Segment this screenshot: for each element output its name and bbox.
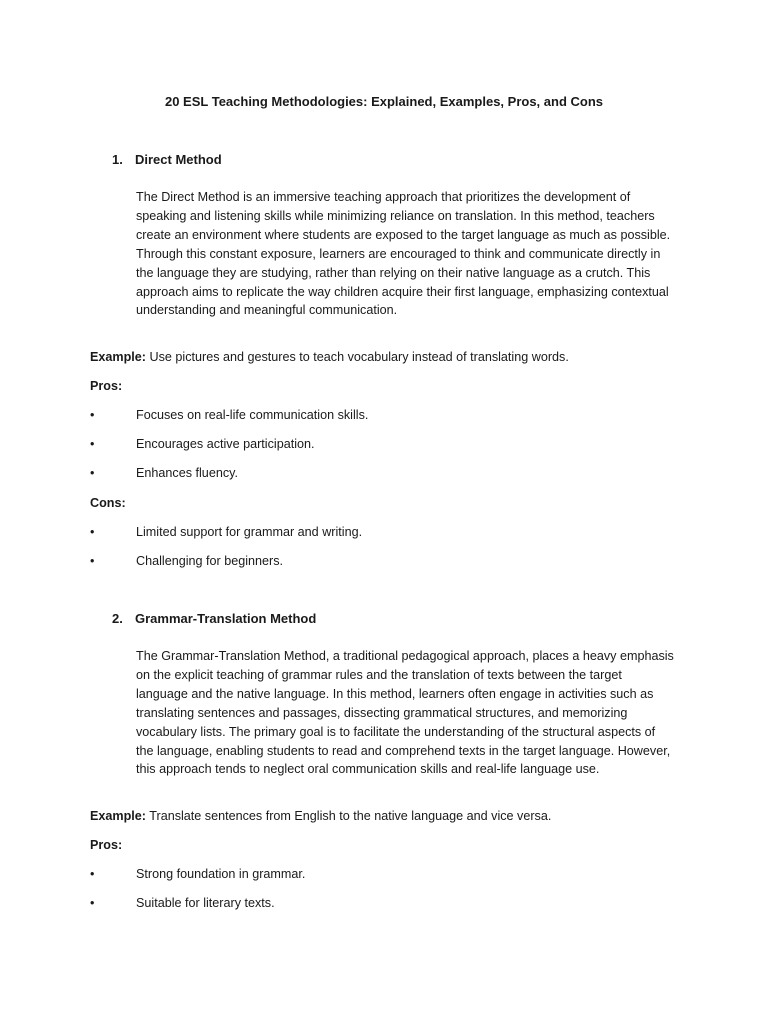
section-2-example <box>90 807 551 825</box>
bullet-icon: • <box>90 408 95 422</box>
example-text: Use pictures and gestures to teach vocabulary instead of translating words. <box>146 350 569 364</box>
pros-label: Pros: <box>90 838 123 852</box>
paragraph-line: Through this constant exposure, learners are encouraged to think and communicate directly in <box>136 246 661 261</box>
con-item: Limited support for grammar and writing. <box>136 525 363 539</box>
paragraph-line: understanding and meaningful communication. <box>136 303 398 318</box>
paragraph-line: vocabulary lists. The primary goal is to facilitate the understanding of the structural aspects of <box>136 724 656 739</box>
paragraph-line: The Grammar-Translation Method, a traditional pedagogical approach, places a heavy emphasis <box>136 649 674 663</box>
section-1-example <box>90 348 569 366</box>
pro-item: Suitable for literary texts. <box>136 896 275 910</box>
example-text: Translate sentences from English to the native language and vice versa. <box>146 809 552 823</box>
example-label: Example: <box>90 809 146 823</box>
paragraph-line: The Direct Method is an immersive teaching approach that prioritizes the development of <box>136 190 631 204</box>
cons-label: Cons: <box>90 496 126 510</box>
document-title: 20 ESL Teaching Methodologies: Explained, Examples, Pros, and Cons <box>164 94 603 109</box>
paragraph-line: approach aims to replicate the way children acquire their first language, emphasizing contextual <box>136 284 669 299</box>
bullet-icon: • <box>90 554 95 568</box>
paragraph-line: language and the native language. In this method, learners often engage in activities such as <box>136 686 654 701</box>
pro-item: Focuses on real-life communication skills. <box>136 408 369 422</box>
paragraph-line: translating sentences and passages, dissecting grammatical structures, and memorizing <box>136 705 628 720</box>
example-label: Example: <box>90 350 146 364</box>
bullet-icon: • <box>90 525 95 539</box>
pros-label: Pros: <box>90 379 123 393</box>
section-2-paragraph <box>136 647 676 779</box>
bullet-icon: • <box>90 437 95 451</box>
section-2-heading <box>112 610 316 628</box>
con-item: Challenging for beginners. <box>136 554 284 568</box>
section-1-paragraph <box>136 188 676 320</box>
section-1-cons-label <box>90 494 126 512</box>
section-1-pros-label <box>90 377 122 395</box>
paragraph-line: create an environment where students are exposed to the target language as much as possible. <box>136 227 671 242</box>
section-2-number: 2. <box>112 611 123 626</box>
paragraph-line: the language, enabling students to read and comprehend texts in the target language. However, <box>136 743 671 758</box>
pro-item: Enhances fluency. <box>136 466 238 480</box>
section-1-number: 1. <box>112 152 123 167</box>
paragraph-line: the language they are studying, rather than relying on their native language as a crutch. This <box>136 265 651 280</box>
paragraph-line: on the explicit teaching of grammar rules and the translation of texts between the target <box>136 667 622 682</box>
bullet-icon: • <box>90 896 95 910</box>
section-2-title: Grammar-Translation Method <box>135 611 317 626</box>
bullet-icon: • <box>90 867 95 881</box>
section-1-title: Direct Method <box>135 152 222 167</box>
paragraph-line: speaking and listening skills while minimizing reliance on translation. In this method, teachers <box>136 208 655 223</box>
section-1-heading <box>112 151 222 169</box>
section-2-pros-label <box>90 836 122 854</box>
pro-item: Strong foundation in grammar. <box>136 867 306 881</box>
paragraph-line: this approach tends to neglect oral communication skills and real-life language use. <box>136 762 600 777</box>
bullet-icon: • <box>90 466 95 480</box>
pro-item: Encourages active participation. <box>136 437 315 451</box>
